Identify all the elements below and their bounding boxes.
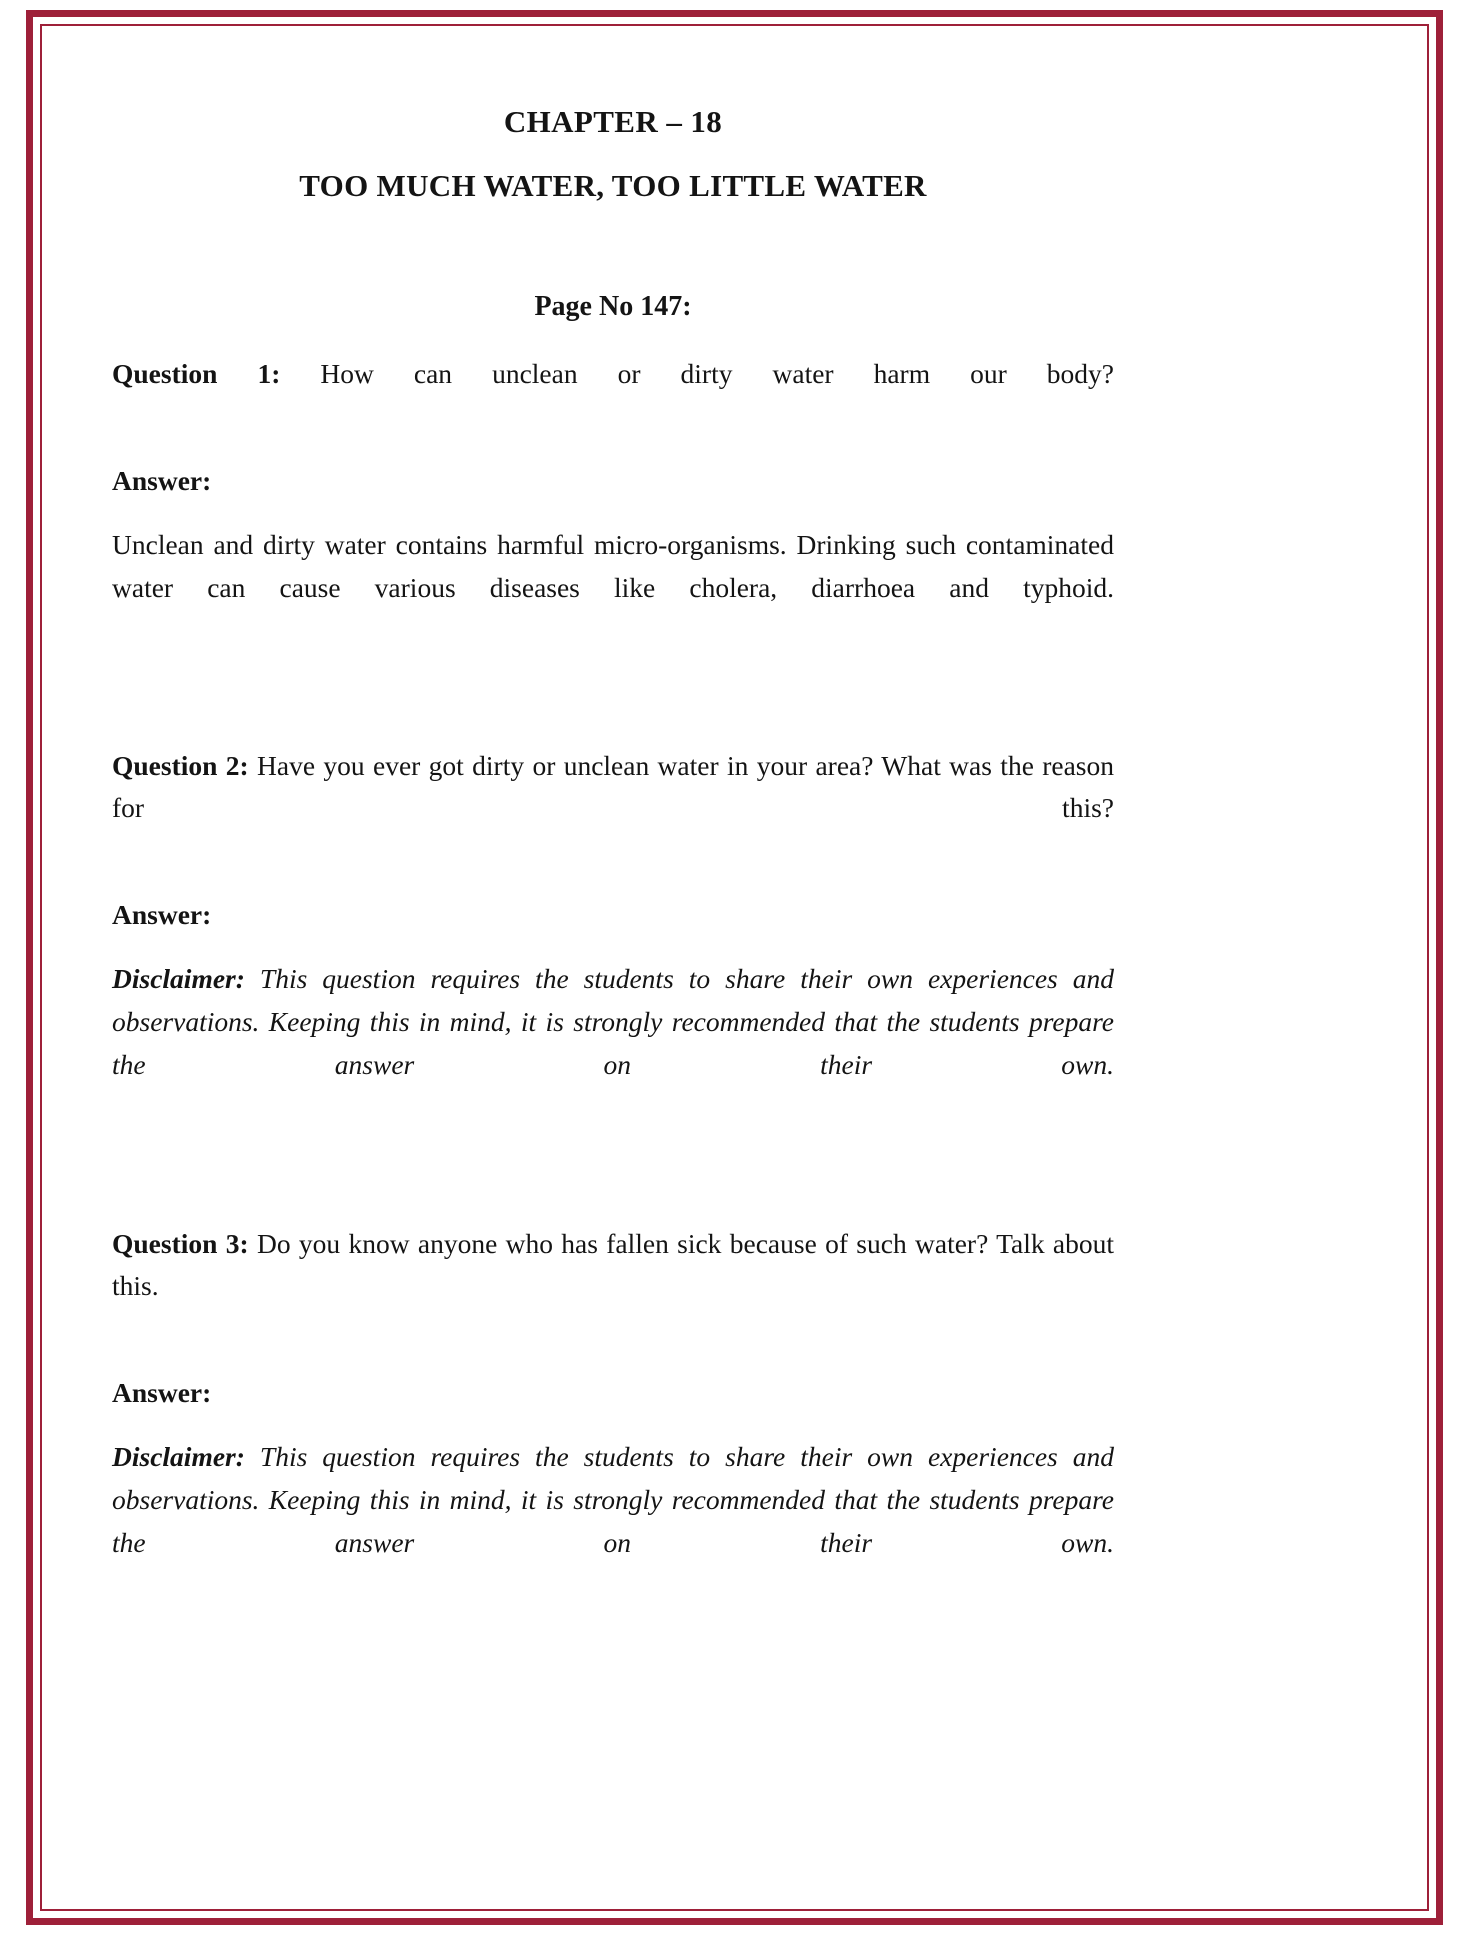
page-reference-heading: Page No 147: [534, 290, 692, 322]
disclaimer-2-text: This question requires the students to share their own experiences and observations. Keeping this in mind, it is strongly recommended that the students prepare the answer on their own. [112, 963, 1114, 1081]
page-title: CHAPTER – 18 [503, 104, 723, 139]
question-2-text: Have you ever got dirty or unclean water in your area? What was the reason for this? [112, 750, 1115, 824]
disclaimer-3-lead: Disclaimer: [112, 1440, 245, 1472]
answer-text-1: Unclean and dirty water contains harmful micro-organisms. Drinking such contaminated water can cause various diseases like cholera, diarrhoea and typhoid. [112, 528, 1114, 603]
disclaimer-3-text: This question requires the students to share their own experiences and observations. Keeping this in mind, it is strongly recommended that the students prepare the answer on their own. [112, 1440, 1114, 1559]
question-1-lead: Question 1: [112, 357, 281, 389]
disclaimer-2-lead: Disclaimer: [112, 963, 245, 995]
qa-block-3 [112, 1223, 1114, 1608]
qa-block-2 [112, 745, 1114, 1130]
qa-block-1 [112, 353, 1114, 652]
question-3 [112, 1223, 1114, 1350]
answer-label-1: Answer: [112, 464, 212, 496]
chapter-subtitle: TOO MUCH WATER, TOO LITTLE WATER [299, 167, 927, 203]
question-1-text: How can unclean or dirty water harm our body? [280, 357, 1115, 389]
answer-label-3: Answer: [112, 1376, 212, 1408]
document-content [112, 100, 1114, 1608]
disclaimer-2 [112, 957, 1114, 1130]
answer-label-2: Answer: [112, 899, 212, 931]
disclaimer-3 [112, 1435, 1114, 1608]
question-3-lead: Question 3: [112, 1227, 249, 1259]
question-1 [112, 353, 1114, 438]
question-2-lead: Question 2: [112, 750, 249, 782]
question-3-text: Do you know anyone who has fallen sick because of such water? Talk about this. [112, 1227, 1114, 1302]
question-2 [112, 745, 1114, 872]
